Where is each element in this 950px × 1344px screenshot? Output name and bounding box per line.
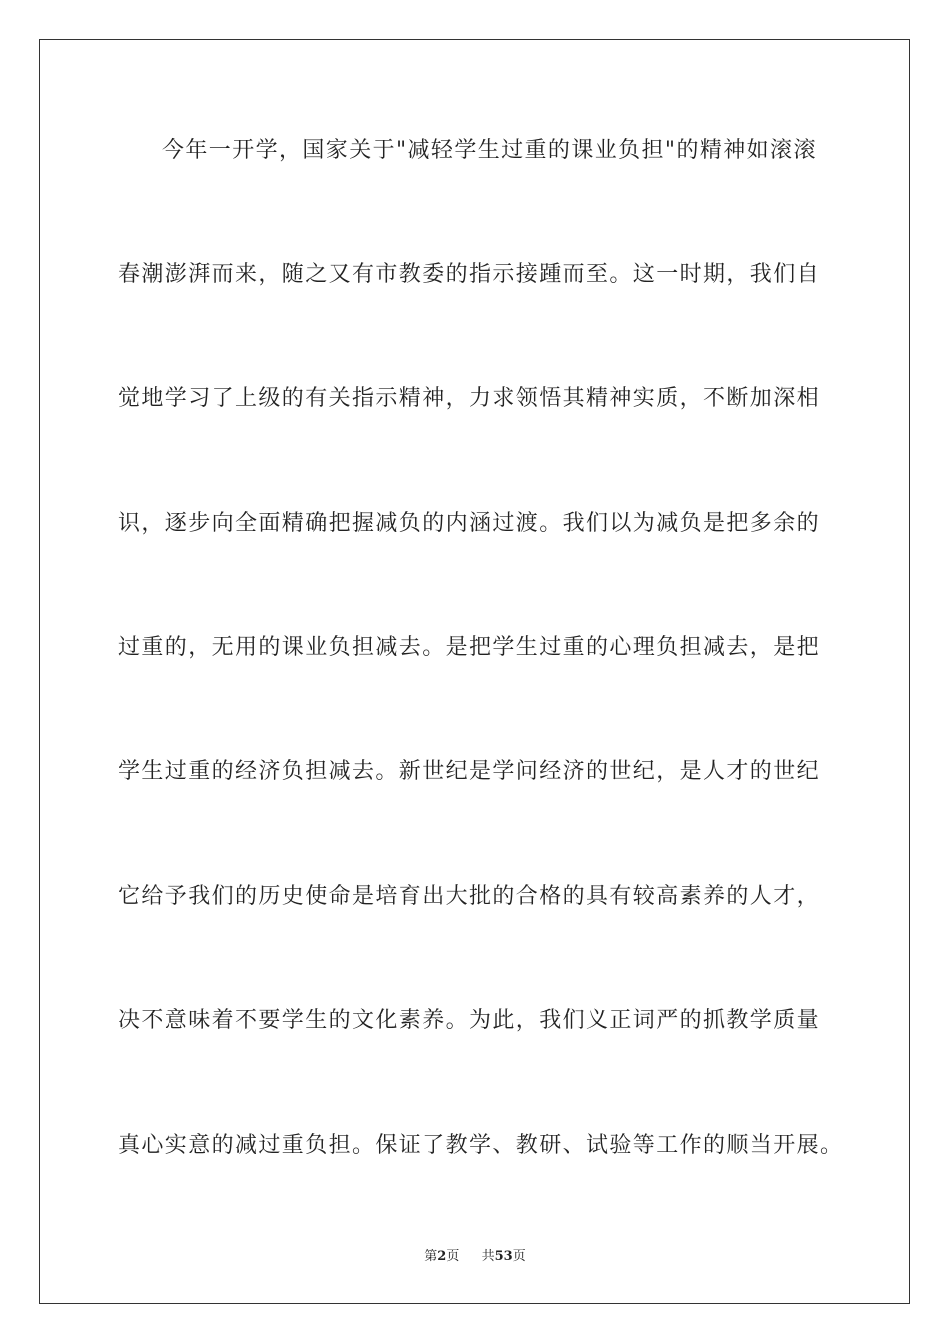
page-footer (0, 1245, 950, 1264)
paragraph-line-4: 识，逐步向全面精确把握减负的内涵过渡。我们以为减负是把多余的 (118, 511, 821, 536)
paragraph-line-1: 今年一开学，国家关于"减轻学生过重的课业负担"的精神如滚滚 (162, 138, 817, 163)
paragraph-line-3: 觉地学习了上级的有关指示精神，力求领悟其精神实质，不断加深相 (118, 386, 821, 411)
paragraph-line-2: 春潮澎湃而来，随之又有市教委的指示接踵而至。这一时期，我们自 (118, 262, 821, 287)
total-pages: 53 (494, 1249, 513, 1264)
paragraph-line-7: 它给予我们的历史使命是培育出大批的合格的具有较高素养的人才， (118, 884, 821, 909)
total-prefix: 共 (481, 1249, 495, 1264)
paragraph-line-9: 真心实意的减过重负担。保证了教学、教研、试验等工作的顺当开展。 (118, 1133, 844, 1158)
page-border (39, 39, 910, 1304)
page-number: 2 (437, 1249, 447, 1264)
page-suffix: 页 (446, 1249, 460, 1264)
paragraph-line-8: 决不意味着不要学生的文化素养。为此，我们义正词严的抓教学质量 (118, 1008, 821, 1033)
page-prefix: 第 (424, 1249, 438, 1264)
paragraph-line-6: 学生过重的经济负担减去。新世纪是学问经济的世纪，是人才的世纪 (118, 759, 821, 784)
paragraph-line-5: 过重的，无用的课业负担减去。是把学生过重的心理负担减去，是把 (118, 635, 821, 660)
total-suffix: 页 (512, 1249, 526, 1264)
